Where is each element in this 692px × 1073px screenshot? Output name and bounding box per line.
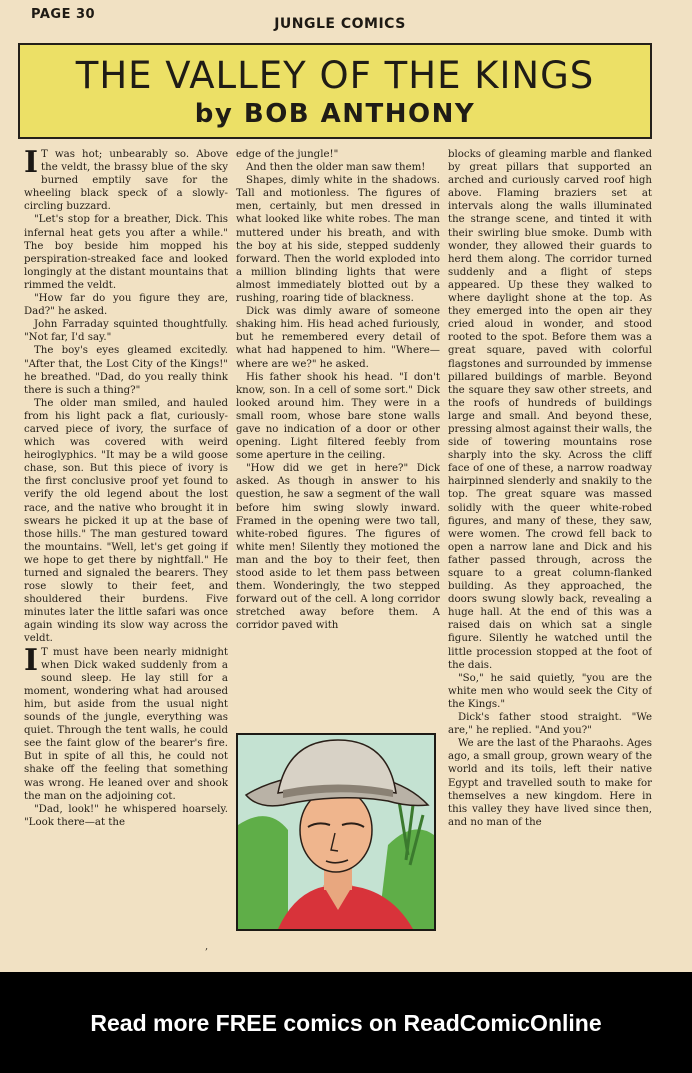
page-number: PAGE 30 <box>31 7 96 22</box>
paragraph: "So," he said quietly, "you are the white men who would seek the City of the Kings." <box>448 672 652 710</box>
drop-cap: I <box>24 148 39 180</box>
story-title-box <box>18 43 652 139</box>
paragraph: "How far do you figure they are, Dad?" he asked. <box>24 293 228 318</box>
paragraph: edge of the jungle!" <box>236 149 339 160</box>
paragraph: John Farraday squinted thoughtfully. "Not far, I'd say." <box>24 319 228 344</box>
illustration-panel <box>236 733 436 931</box>
paragraph: We are the last of the Pharaohs. Ages ago, a small group, grown weary of the world and its toils, left their native Egypt and travelled south to make for themselves a new kingdom. Here in this valley they have lived since then, and no man of the <box>448 738 652 828</box>
page-mark: , <box>205 941 209 952</box>
text-column-3 <box>448 148 652 938</box>
running-title: JUNGLE COMICS <box>274 16 406 32</box>
paragraph: His father shook his head. "I don't know, son. In a cell of some sort." Dick looked around him. They were in a small room, whose bare stone walls gave no indication of a door or other opening. Light filtered feebly from some aperture in the ceiling. <box>236 371 440 462</box>
explorer-portrait-icon <box>238 735 434 929</box>
paragraph: The boy's eyes gleamed excitedly. "After that, the Lost City of the Kings!" he breathed. "Dad, do you really think there is such a thing?" <box>24 345 228 396</box>
drop-cap: I <box>24 642 39 678</box>
story-title: THE VALLEY OF THE KINGS <box>75 54 595 97</box>
paragraph: And then the older man saw them! <box>246 162 426 174</box>
paragraph: Dick was dimly aware of someone shaking him. His head ached furiously, but he remembered every detail of what had happened to him. "Where—where are we?" he asked. <box>236 306 440 370</box>
paragraph: "Let's stop for a breather, Dick. This infernal heat gets you after a while." The boy beside him mopped his perspiration-streaked face and looked longingly at the distant mountains that rimmed the veldt. <box>24 214 228 291</box>
paragraph: blocks of gleaming marble and flanked by great pillars that supported an arched and curiously carved roof high above. Flaming braziers set at intervals along the walls illuminated the strange scene, and tinted it with their swirling blue smoke. Dumb with wonder, they allowed their guards to herd them along. The corridor turned suddenly and a flight of steps appeared. Up these they walked to where daylight shone at the top. As they emerged into the open air they cried aloud in wonder, and stood rooted to the spot. Before them was a great square, paved with colorful flagstones and surrounded by immense pillared buildings of marble. Beyond the square they saw other streets, and the roofs of hundreds of buildings large and small. And beyond these, pressing almost against their walls, the side of towering mountains rose sharply into the sky. Across the cliff face of one of these, a narrow roadway hairpinned slenderly and snakily to the top. The great square was massed solidly with the queer white-robed figures, and many of these, they saw, were women. The crowd fell back to open a narrow lane and Dick and his father passed through, across the square to a great column-flanked building. As they approached, the doors swung slowly back, revealing a huge hall. At the end of this was a raised dais on which sat a single figure. Silently he watched until the little procession stopped at the foot of the dais. <box>448 149 652 671</box>
paragraph: Shapes, dimly white in the shadows. Tall and motionless. The figures of men, certainly, but men dressed in what looked like white robes. The man muttered under his breath, and with the boy at his side, stepped suddenly forward. Then the world exploded into a million blinding lights that were almost immediately blotted out by a rushing, roaring tide of blackness. <box>236 175 440 305</box>
paragraph: The older man smiled, and hauled from his light pack a flat, curiously-carved piece of ivory, the surface of which was covered with weird heiroglyphics. "It may be a wild goose chase, son. But this piece of ivory is the first conclusive proof yet found to verify the old legend about the lost race, and the native who brought it in swears he picked it up at the base of those hills." The man gestured toward the mountains. "Well, let's get going if we hope to get there by nightfall." He turned and signaled the bearers. They rose slowly to their feet, and shouldered their burdens. Five minutes later the little safari was once again winding its slow way across the veldt. <box>24 397 228 645</box>
text-column-2 <box>236 148 440 728</box>
banner-link-text[interactable]: Read more FREE comics on ReadComicOnline <box>90 1010 602 1036</box>
story-byline: by BOB ANTHONY <box>194 99 476 129</box>
paragraph: "How did we get in here?" Dick asked. As though in answer to his question, he saw a segment of the wall before him swing slowly inward. Framed in the opening were two tall, white-robed figures. The figures of white men! Silently they motioned the man and the boy to their feet, then stood aside to let them pass between them. Wonderingly, the two stepped forward out of the cell. A long corridor stretched away before them. A corridor paved with <box>236 463 440 632</box>
paragraph: I T must have been nearly midnight when Dick waked suddenly from a sound sleep. He lay still for a moment, wondering what had aroused him, but aside from the usual night sounds of the jungle, everything was quiet. Through the tent walls, he could see the faint glow of the bearer's fire. But in spite of all this, he could not shake off the feeling that something was wrong. He leaned over and shook the man on the adjoining cot. <box>24 642 228 802</box>
text-column-1 <box>24 148 228 938</box>
paragraph: Dick's father stood straight. "We are," he replied. "And you?" <box>448 712 652 737</box>
paragraph: I T was hot; unbearably so. Above the veldt, the brassy blue of the sky burned emptily save for the wheeling black speck of a slowly-circling buzzard. <box>24 148 228 213</box>
paragraph: "Dad, look!" he whispered hoarsely. "Look there—at the <box>24 803 228 828</box>
footer-banner[interactable] <box>0 972 692 1073</box>
